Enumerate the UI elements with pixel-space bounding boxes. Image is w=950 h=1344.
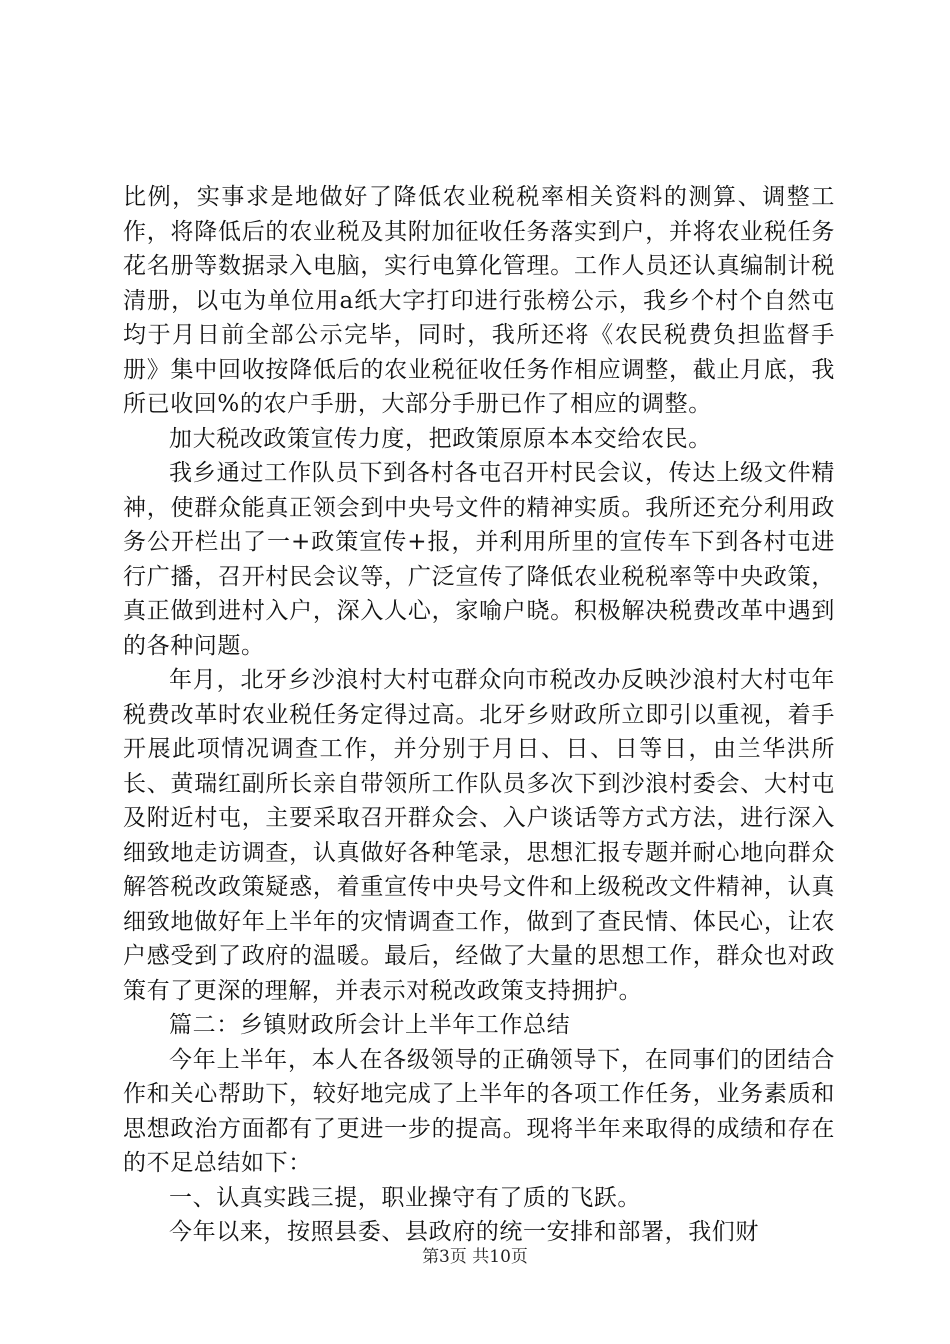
- paragraph-final: 今年以来，按照县委、县政府的统一安排和部署，我们财: [169, 1219, 759, 1245]
- section-title: 篇二：乡镇财政所会计上半年工作总结: [169, 1012, 571, 1038]
- paragraph-continuation: 比例，实事求是地做好了降低农业税税率相关资料的测算、调整工作，将降低后的农业税及其附加征收任务落实到户，并将农业税任务花名册等数据录入电脑，实行电算化管理。工作人员还认真编制计税清册，以屯为单位用a纸大字打印进行张榜公示，我乡个村个自然屯均于月日前全部公示完毕，同时，我所还将《农民税费负担监督手册》集中回收按降低后的农业税征收任务作相应调整，截止月底，我所已收回%的农户手册，大部分手册已作了相应的调整。: [123, 184, 835, 417]
- paragraph-publicity: 我乡通过工作队员下到各村各屯召开村民会议，传达上级文件精神，使群众能真正领会到中央号文件的精神实质。我所还充分利用政务公开栏出了一+政策宣传+报，并利用所里的宣传车下到各村屯进行广播，召开村民会议等，广泛宣传了降低农业税税率等中央政策，真正做到进村入户，深入人心，家喻户晓。积极解决税费改革中遇到的各种问题。: [123, 460, 835, 659]
- paragraph-investigation: 年月，北牙乡沙浪村大村屯群众向市税改办反映沙浪村大村屯年税费改革时农业税任务定得过高。北牙乡财政所立即引以重视，着手开展此项情况调查工作，并分别于月日、日、日等日，由兰华洪所长、黄瑞红副所长亲自带领所工作队员多次下到沙浪村委会、大村屯及附近村屯，主要采取召开群众会、入户谈话等方式方法，进行深入细致地走访调查，认真做好各种笔录，思想汇报专题并耐心地向群众解答税改政策疑惑，着重宣传中央号文件和上级税改文件精神，认真细致地做好年上半年的灾情调查工作，做到了查民情、体民心，让农户感受到了政府的温暖。最后，经做了大量的思想工作，群众也对政策有了更深的理解，并表示对税改政策支持拥护。: [123, 667, 835, 1004]
- paragraph-heading-publicity: 加大税改政策宣传力度，把政策原原本本交给农民。: [169, 425, 712, 452]
- document-body: [123, 180, 835, 1250]
- paragraph-subheading-one: 一、认真实践三提，职业操守有了质的飞跃。: [169, 1184, 641, 1211]
- paragraph-summary-intro: 今年上半年，本人在各级领导的正确领导下，在同事们的团结合作和关心帮助下，较好地完成了上半年的各项工作任务，业务素质和思想政治方面都有了更进一步的提高。现将半年来取得的成绩和存在的不足总结如下：: [123, 1046, 835, 1176]
- page-number-footer: 第3页 共10页: [422, 1247, 528, 1267]
